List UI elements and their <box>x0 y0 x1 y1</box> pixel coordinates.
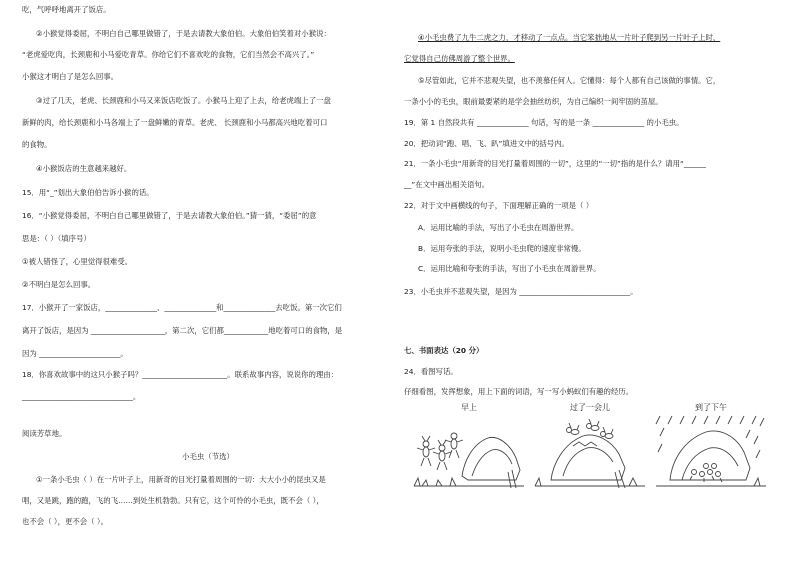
question-17-cont: 因为 ______________________。 <box>22 349 128 358</box>
passage-line: “老虎爱吃肉，长颈鹿和小马爱吃青草。你给它们不喜欢吃的食物，它们当然会不高兴了。” <box>22 50 315 59</box>
choice-a: A．运用比喻的手法，写出了小毛虫在周游世界。 <box>418 223 579 232</box>
ants-rain-picture <box>654 414 768 492</box>
writing-prompt: 仔细看图，发挥想象，用上下面的词语，写一写小蚂蚁们有趣的经历。 <box>404 387 634 396</box>
picture-panel-morning <box>410 402 528 494</box>
question-15: 15．用“_”划出大象伯伯告诉小猴的话。 <box>22 188 154 197</box>
question-16: 16．“小猴觉得委屈，不明白自己哪里做错了，于是去请教大象伯伯。”猜一猜，“委屈”的意 <box>22 211 317 220</box>
passage-line: 吃，气呼呼地离开了饭店。 <box>22 5 111 14</box>
option-2: ②不明白是怎么回事。 <box>22 280 96 289</box>
option-1: ①被人错怪了，心里觉得很难受。 <box>22 257 133 266</box>
question-24: 24．看图写话。 <box>404 367 458 376</box>
passage-line: ④小猴饭店的生意越来越好。 <box>36 164 132 173</box>
ants-shoe-picture <box>533 414 647 492</box>
picture-panel-afternoon <box>652 402 770 494</box>
passage-line: 的食物。 <box>22 140 52 149</box>
question-21-cont: __”在文中画出相关语句。 <box>404 180 490 189</box>
passage-line: 唱，又是跳，跑的跑，飞的飞……到处生机勃勃。只有它，这个可怜的小毛虫，既不会（ ）， <box>22 496 324 505</box>
question-18: 18．你喜欢故事中的这只小猴子吗？_______________________。联系故事内容，说说你的理由： <box>22 370 339 379</box>
passage-title: 小毛虫（节选） <box>182 452 234 461</box>
panel-label: 早上 <box>461 403 477 412</box>
ants-shoe-picture <box>412 414 526 492</box>
question-16-cont: 思是：（ ）（填序号） <box>22 234 91 243</box>
passage-line: 一条小小的毛虫，眼前最要紧的是学会抽丝纺织，为自己编织一间牢固的茧屋。 <box>404 97 663 106</box>
underlined-sentence: 它觉得自己仿佛周游了整个世界。 <box>404 54 515 63</box>
question-17-cont: 离开了饭店，是因为 ____________________，第二次，它们都____________地吃着可口的食物，是 <box>22 326 343 335</box>
choice-c: C．运用比喻和夸张的手法，写出了小毛虫在周游世界。 <box>418 264 601 273</box>
passage-line: 小猴这才明白了是怎么回事。 <box>22 72 119 81</box>
panel-label: 到了下午 <box>695 403 727 412</box>
passage-line: 新鲜的肉，给长颈鹿和小马各端上了一盘鲜嫩的青草。老虎、 长颈鹿和小马都高兴地吃着可口 <box>22 118 328 127</box>
question-18-cont: ______________________________。 <box>22 392 141 401</box>
passage-line: 也不会（ ），更不会（ ）。 <box>22 517 108 526</box>
question-20: 20．把动词“跑、唱、飞、趴”填进文中的括号内。 <box>404 139 569 148</box>
passage-line: ①一条小毛虫（ ）在一片叶子上，用新奇的目光打量着周围的一切：大大小小的昆虫又是 <box>36 475 326 484</box>
question-19: 19．第 1 自然段共有 ______________ 句话，写的是一条 ______________ 的小毛虫。 <box>404 118 684 127</box>
underlined-sentence: ④小毛虫费了九牛二虎之力，才移动了一点点。当它笨拙地从一片叶子爬到另一片叶子上时， <box>418 33 721 42</box>
passage-line: ②小猴觉得委屈，不明白自己哪里做错了，于是去请教大象伯伯。大象伯伯笑着对小猴说： <box>36 29 331 38</box>
question-21: 21．一条小毛虫“用新奇的目光打量着周围的一切”，这里的“一切”指的是什么？请用“______ <box>404 159 707 168</box>
picture-panel-later <box>531 402 649 494</box>
section-heading: 七、书面表达（20 分） <box>404 346 484 355</box>
reading-heading: 阅读芳草地。 <box>22 429 67 438</box>
choice-b: B．运用夸张的手法，说明小毛虫爬的速度非常慢。 <box>418 244 586 253</box>
question-22: 22．对于文中画横线的句子，下面理解正确的一项是（ ） <box>404 201 594 210</box>
passage-line: ③过了几天，老虎、长颈鹿和小马又来饭店吃饭了。小猴马上迎了上去，给老虎端上了一盘 <box>36 96 331 105</box>
panel-label: 过了一会儿 <box>570 403 610 412</box>
question-17: 17．小猴开了一家饭店，______________、______________和______________去吃饭。第一次它们 <box>22 303 342 312</box>
passage-line: ⑤尽管如此，它并不悲观失望，也不羡慕任何人。它懂得：每个人都有自己该做的事情。它， <box>418 76 721 85</box>
question-23: 23．小毛虫并不悲观失望，是因为 ______________________________。 <box>404 287 638 296</box>
